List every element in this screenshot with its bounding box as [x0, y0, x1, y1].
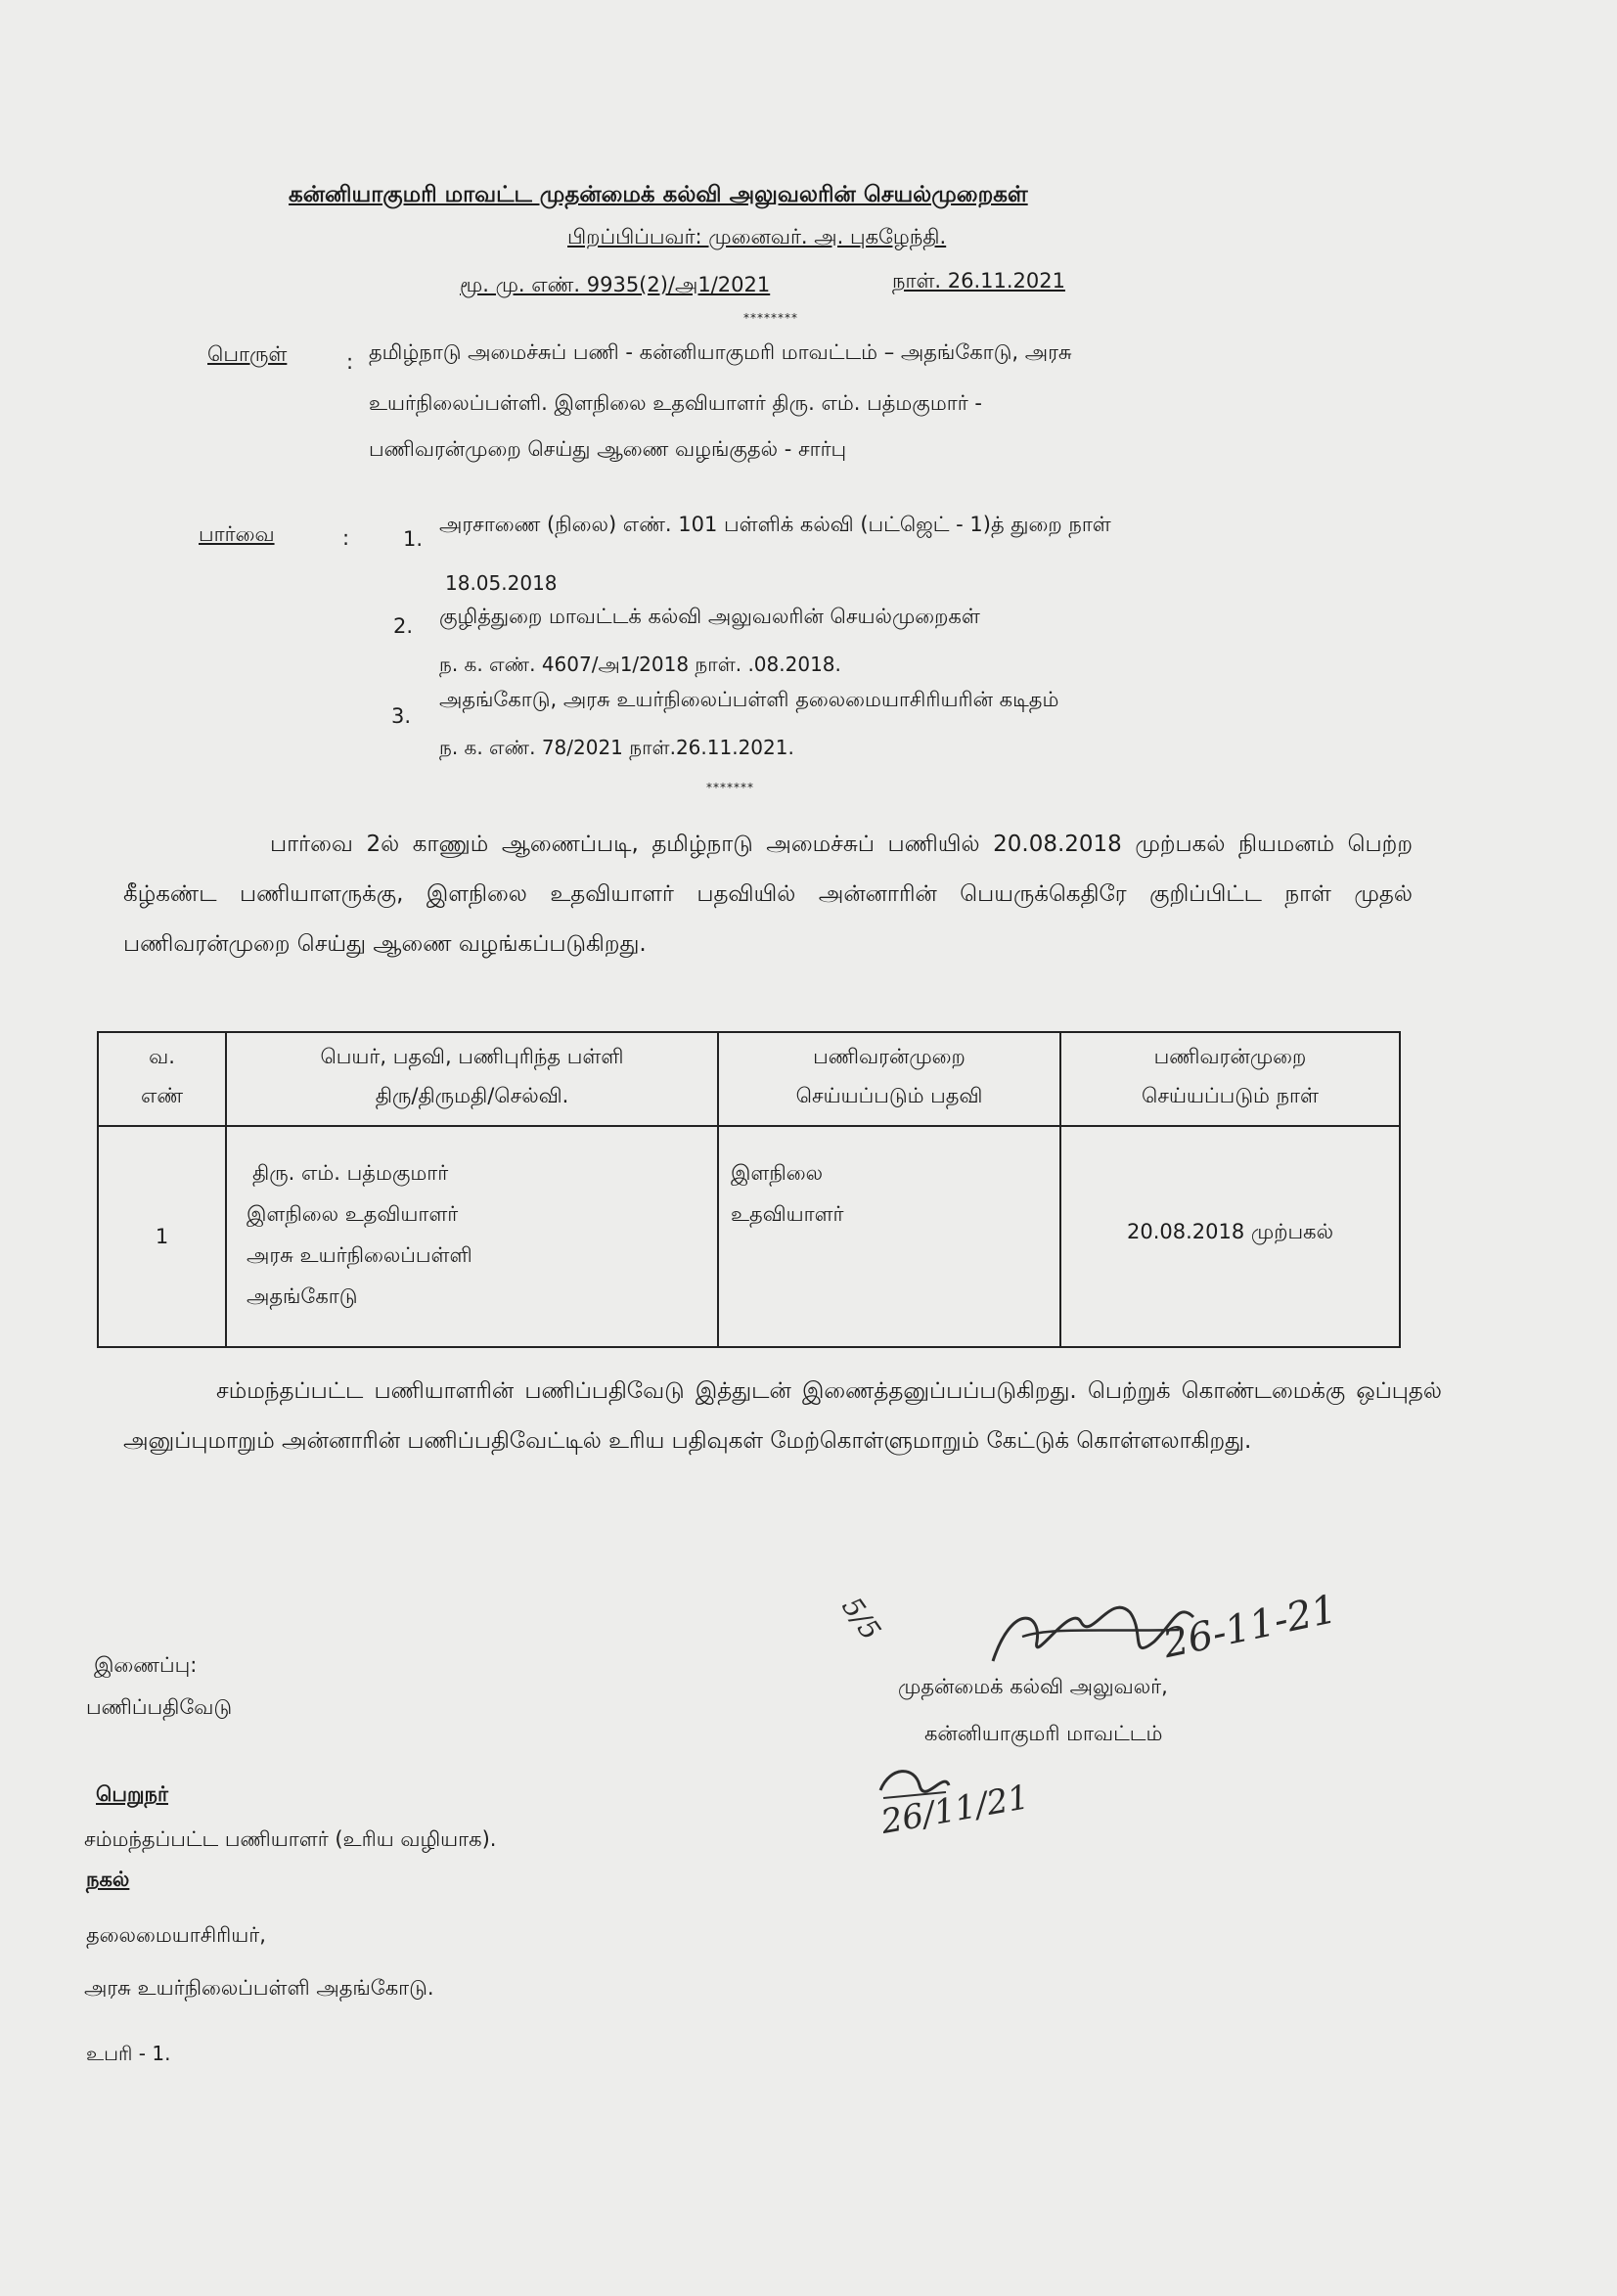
header-date: பணிவரன்முறை செய்யப்படும் நாள் [1060, 1032, 1400, 1126]
copy-line-2: அரசு உயர்நிலைப்பள்ளி அதங்கோடு. [84, 1976, 434, 2000]
subject-line-1: தமிழ்நாடு அமைச்சுப் பணி - கன்னியாகுமரி மாவட்டம் – அதங்கோடு, அரசு [369, 340, 1072, 364]
subject-colon: : [346, 350, 354, 374]
reference-3-line-2: ந. க. எண். 78/2021 நாள்.26.11.2021. [439, 736, 794, 759]
row-post: இளநிலை உதவியாளர் [718, 1126, 1060, 1347]
header-separator: ******** [743, 311, 798, 325]
reference-label: பார்வை [199, 522, 275, 546]
regularisation-table [97, 1031, 1401, 1348]
reference-2-line-2: ந. க. எண். 4607/அ1/2018 நாள். .08.2018. [439, 653, 841, 676]
signatory-district: கன்னியாகுமரி மாவட்டம் [924, 1722, 1163, 1745]
reference-1-line-2: 18.05.2018 [445, 571, 558, 595]
recipient-text: சம்மந்தப்பட்ட பணியாளர் (உரிய வழியாக). [84, 1827, 497, 1851]
document-title: கன்னியாகுமரி மாவட்ட முதன்மைக் கல்வி அலுவலரின் செயல்முறைகள் [289, 182, 1028, 207]
signature-date: 26-11-21 [1159, 1586, 1341, 1668]
reference-3-line-1: அதங்கோடு, அரசு உயர்நிலைப்பள்ளி தலைமையாசிரியரின் கடிதம் [439, 688, 1059, 711]
reference-1-line-1: அரசாணை (நிலை) எண். 101 பள்ளிக் கல்வி (பட்ஜெட் - 1)த் துறை நாள் [439, 513, 1111, 536]
issuer-line: பிறப்பிப்பவர்: முனைவர். அ. புகழேந்தி. [567, 225, 947, 248]
reference-number-3: 3. [391, 704, 412, 728]
enclosure-item: பணிப்பதிவேடு [86, 1695, 233, 1719]
row-date: 20.08.2018 முற்பகல் [1060, 1126, 1400, 1347]
header-name: பெயர், பதவி, பணிபுரிந்த பள்ளி திரு/திருமதி/செல்வி. [226, 1032, 718, 1126]
enclosure-label: இணைப்பு: [94, 1653, 198, 1677]
signatory-designation: முதன்மைக் கல்வி அலுவலர், [898, 1675, 1168, 1698]
reference-2-line-1: குழித்துறை மாவட்டக் கல்வி அலுவலரின் செயல்முறைகள் [439, 605, 980, 628]
document-date: நாள். 26.11.2021 [892, 269, 1065, 293]
subject-line-3: பணிவரன்முறை செய்து ஆணை வழங்குதல் - சார்பு [369, 437, 847, 461]
row-name: திரு. எம். பத்மகுமார் இளநிலை உதவியாளர் அரசு உயர்நிலைப்பள்ளி அதங்கோடு [226, 1126, 718, 1347]
header-serial: வ. எண் [98, 1032, 226, 1126]
subject-label: பொருள் [207, 342, 288, 366]
handwritten-mark: 5/5 [835, 1591, 887, 1646]
header-post: பணிவரன்முறை செய்யப்படும் பதவி [718, 1032, 1060, 1126]
extra-copy-note: உபரி - 1. [86, 2042, 171, 2065]
recipient-label: பெறுநர் [96, 1782, 168, 1806]
row-serial: 1 [98, 1126, 226, 1347]
forwarding-paragraph: சம்மந்தப்பட்ட பணியாளரின் பணிப்பதிவேடு இத்துடன் இணைத்தனுப்பப்படுகிறது. பெற்றுக் கொண்டமைக்கு ஒப்புதல் அனுப்புமாறும் அன்னாரின் பணிப்பதிவேட்டில் உரிய பதிவுகள் மேற்கொள்ளுமாறும் கேட்டுக் கொள்ளலாகிறது. [123, 1378, 1442, 1454]
reference-separator: ******* [706, 781, 754, 794]
copy-label: நகல் [86, 1868, 130, 1891]
table-row [98, 1126, 1400, 1347]
reference-colon: : [342, 526, 350, 550]
subject-line-2: உயர்நிலைப்பள்ளி. இளநிலை உதவியாளர் திரு. எம். பத்மகுமார் - [369, 391, 982, 415]
reference-number-2: 2. [393, 614, 414, 638]
reference-number-1: 1. [403, 527, 424, 551]
initial-date: 26/11/21 [877, 1778, 1033, 1842]
order-paragraph: பார்வை 2ல் காணும் ஆணைப்படி, தமிழ்நாடு அமைச்சுப் பணியில் 20.08.2018 முற்பகல் நியமனம் பெற்ற கீழ்கண்ட பணியாளருக்கு, இளநிலை உதவியாளர் பதவியில் அன்னாரின் பெயருக்கெதிரே குறிப்பிட்ட நாள் முதல் பணிவரன்முறை செய்து ஆணை வழங்கப்படுகிறது. [123, 832, 1413, 957]
table-header-row [98, 1032, 1400, 1126]
copy-line-1: தலைமையாசிரியர், [86, 1923, 266, 1947]
reference-number: மூ. மு. எண். 9935(2)/அ1/2021 [460, 273, 771, 296]
